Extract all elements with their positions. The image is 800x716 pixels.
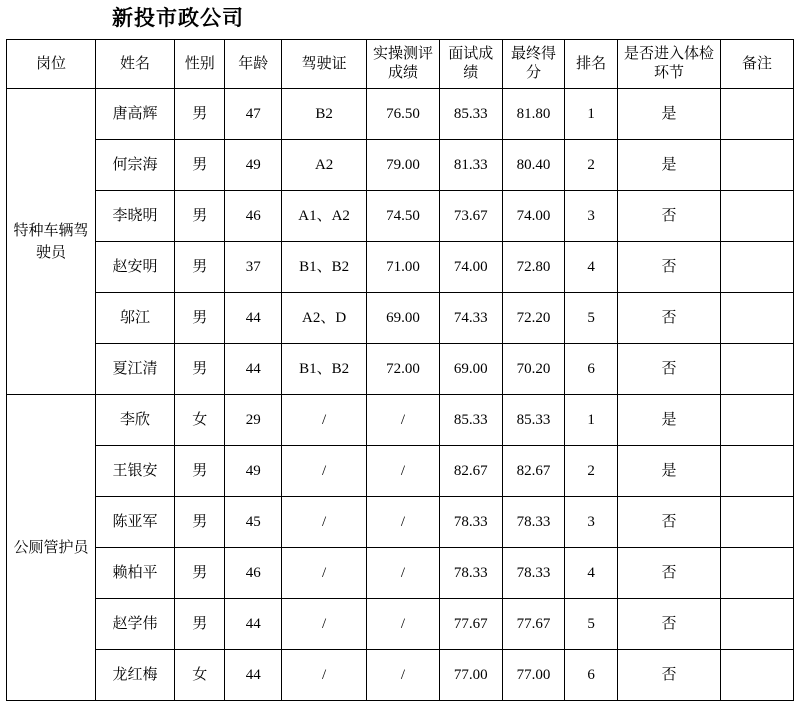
cell-license: / — [282, 446, 367, 497]
cell-note — [721, 650, 794, 701]
cell-sex: 男 — [174, 599, 225, 650]
cell-final: 78.33 — [502, 497, 565, 548]
cell-interview: 78.33 — [439, 548, 502, 599]
cell-name: 何宗海 — [96, 140, 175, 191]
cell-license: B1、B2 — [282, 344, 367, 395]
cell-name: 夏江清 — [96, 344, 175, 395]
cell-final: 81.80 — [502, 89, 565, 140]
cell-practical: 72.00 — [367, 344, 440, 395]
cell-final: 72.80 — [502, 242, 565, 293]
cell-enter: 否 — [617, 599, 720, 650]
cell-note — [721, 497, 794, 548]
cell-practical: / — [367, 650, 440, 701]
cell-final: 80.40 — [502, 140, 565, 191]
cell-sex: 男 — [174, 548, 225, 599]
table-row — [7, 344, 794, 395]
cell-practical: / — [367, 599, 440, 650]
cell-sex: 男 — [174, 344, 225, 395]
cell-age: 44 — [225, 293, 282, 344]
cell-name: 李晓明 — [96, 191, 175, 242]
cell-note — [721, 599, 794, 650]
cell-note — [721, 446, 794, 497]
cell-license: A2 — [282, 140, 367, 191]
cell-age: 44 — [225, 599, 282, 650]
cell-interview: 81.33 — [439, 140, 502, 191]
cell-age: 44 — [225, 650, 282, 701]
cell-enter: 否 — [617, 293, 720, 344]
cell-name: 赖柏平 — [96, 548, 175, 599]
cell-license: B2 — [282, 89, 367, 140]
table-row — [7, 548, 794, 599]
table-row — [7, 497, 794, 548]
cell-sex: 男 — [174, 140, 225, 191]
cell-practical: / — [367, 548, 440, 599]
header-sex: 性别 — [174, 40, 225, 89]
cell-rank: 3 — [565, 191, 618, 242]
cell-final: 85.33 — [502, 395, 565, 446]
table-row — [7, 599, 794, 650]
table-row — [7, 242, 794, 293]
header-interview: 面试成绩 — [439, 40, 502, 89]
cell-rank: 1 — [565, 89, 618, 140]
cell-name: 唐高辉 — [96, 89, 175, 140]
cell-enter: 否 — [617, 344, 720, 395]
table-row — [7, 191, 794, 242]
cell-rank: 4 — [565, 242, 618, 293]
cell-interview: 78.33 — [439, 497, 502, 548]
cell-name: 李欣 — [96, 395, 175, 446]
page-title: 新投市政公司 — [112, 7, 244, 30]
cell-license: / — [282, 395, 367, 446]
cell-final: 77.67 — [502, 599, 565, 650]
cell-license: A1、A2 — [282, 191, 367, 242]
cell-final: 78.33 — [502, 548, 565, 599]
table-row — [7, 140, 794, 191]
header-final: 最终得分 — [502, 40, 565, 89]
table-row — [7, 395, 794, 446]
cell-age: 49 — [225, 140, 282, 191]
cell-practical: 71.00 — [367, 242, 440, 293]
cell-age: 29 — [225, 395, 282, 446]
cell-rank: 6 — [565, 344, 618, 395]
header-enter: 是否进入体检环节 — [617, 40, 720, 89]
cell-license: B1、B2 — [282, 242, 367, 293]
cell-license: / — [282, 497, 367, 548]
header-position: 岗位 — [7, 40, 96, 89]
cell-sex: 男 — [174, 242, 225, 293]
cell-age: 45 — [225, 497, 282, 548]
cell-sex: 男 — [174, 191, 225, 242]
cell-interview: 69.00 — [439, 344, 502, 395]
cell-age: 46 — [225, 548, 282, 599]
table-row — [7, 650, 794, 701]
cell-rank: 6 — [565, 650, 618, 701]
cell-sex: 女 — [174, 395, 225, 446]
cell-rank: 4 — [565, 548, 618, 599]
cell-enter: 否 — [617, 242, 720, 293]
cell-name: 邬江 — [96, 293, 175, 344]
header-rank: 排名 — [565, 40, 618, 89]
cell-practical: 76.50 — [367, 89, 440, 140]
cell-enter: 否 — [617, 548, 720, 599]
cell-note — [721, 242, 794, 293]
cell-name: 陈亚军 — [96, 497, 175, 548]
cell-name: 赵学伟 — [96, 599, 175, 650]
table-header-row — [7, 40, 794, 89]
cell-sex: 女 — [174, 650, 225, 701]
cell-rank: 1 — [565, 395, 618, 446]
table-row — [7, 446, 794, 497]
group-label-special-vehicle-driver: 特种车辆驾驶员 — [7, 89, 96, 395]
cell-license: A2、D — [282, 293, 367, 344]
cell-license: / — [282, 599, 367, 650]
cell-note — [721, 89, 794, 140]
cell-practical: / — [367, 446, 440, 497]
cell-enter: 否 — [617, 497, 720, 548]
cell-rank: 3 — [565, 497, 618, 548]
header-practical: 实操测评成绩 — [367, 40, 440, 89]
cell-enter: 是 — [617, 395, 720, 446]
cell-interview: 74.33 — [439, 293, 502, 344]
cell-enter: 否 — [617, 191, 720, 242]
cell-rank: 2 — [565, 140, 618, 191]
cell-interview: 77.67 — [439, 599, 502, 650]
cell-practical: 69.00 — [367, 293, 440, 344]
header-age: 年龄 — [225, 40, 282, 89]
header-note: 备注 — [721, 40, 794, 89]
cell-name: 龙红梅 — [96, 650, 175, 701]
cell-sex: 男 — [174, 446, 225, 497]
cell-age: 44 — [225, 344, 282, 395]
cell-practical: / — [367, 497, 440, 548]
cell-practical: 74.50 — [367, 191, 440, 242]
cell-interview: 74.00 — [439, 242, 502, 293]
cell-enter: 是 — [617, 140, 720, 191]
cell-note — [721, 395, 794, 446]
cell-final: 77.00 — [502, 650, 565, 701]
cell-final: 82.67 — [502, 446, 565, 497]
cell-age: 47 — [225, 89, 282, 140]
cell-final: 72.20 — [502, 293, 565, 344]
cell-enter: 否 — [617, 650, 720, 701]
cell-license: / — [282, 548, 367, 599]
results-table — [6, 39, 794, 701]
cell-age: 46 — [225, 191, 282, 242]
header-name: 姓名 — [96, 40, 175, 89]
cell-sex: 男 — [174, 293, 225, 344]
cell-enter: 是 — [617, 446, 720, 497]
cell-note — [721, 344, 794, 395]
cell-interview: 73.67 — [439, 191, 502, 242]
cell-age: 37 — [225, 242, 282, 293]
cell-note — [721, 140, 794, 191]
cell-sex: 男 — [174, 89, 225, 140]
cell-note — [721, 548, 794, 599]
cell-license: / — [282, 650, 367, 701]
cell-final: 70.20 — [502, 344, 565, 395]
cell-interview: 82.67 — [439, 446, 502, 497]
cell-final: 74.00 — [502, 191, 565, 242]
cell-name: 王银安 — [96, 446, 175, 497]
cell-interview: 77.00 — [439, 650, 502, 701]
table-row — [7, 293, 794, 344]
group-label-public-toilet-keeper: 公厕管护员 — [7, 395, 96, 701]
cell-age: 49 — [225, 446, 282, 497]
cell-practical: 79.00 — [367, 140, 440, 191]
cell-name: 赵安明 — [96, 242, 175, 293]
cell-rank: 5 — [565, 599, 618, 650]
cell-rank: 2 — [565, 446, 618, 497]
cell-note — [721, 293, 794, 344]
cell-enter: 是 — [617, 89, 720, 140]
cell-interview: 85.33 — [439, 395, 502, 446]
cell-note — [721, 191, 794, 242]
table-row — [7, 89, 794, 140]
cell-practical: / — [367, 395, 440, 446]
table-body — [7, 89, 794, 701]
header-license: 驾驶证 — [282, 40, 367, 89]
cell-rank: 5 — [565, 293, 618, 344]
cell-interview: 85.33 — [439, 89, 502, 140]
cell-sex: 男 — [174, 497, 225, 548]
